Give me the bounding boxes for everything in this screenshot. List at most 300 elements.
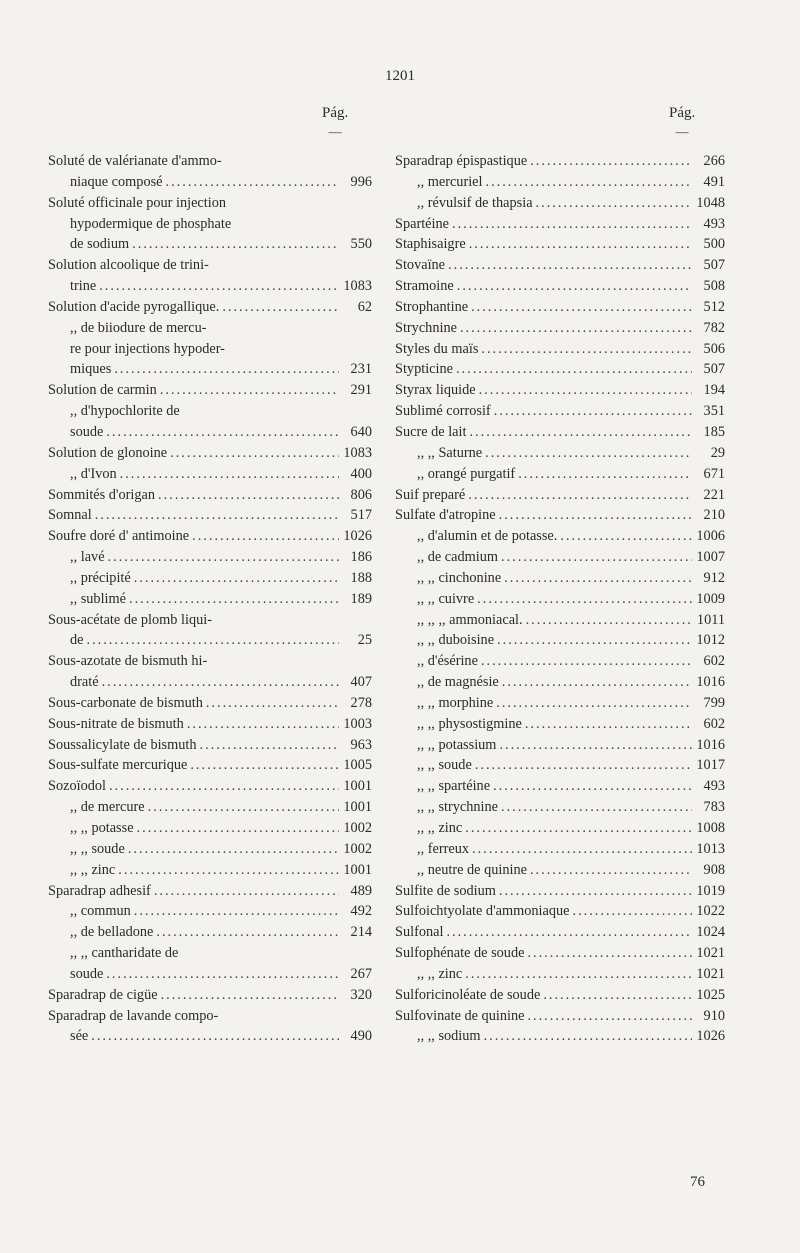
index-entry: [395, 485, 725, 506]
index-entry-term: miques: [70, 361, 112, 378]
dot-leader: [222, 297, 339, 318]
index-entry-page: 1002: [343, 840, 372, 857]
index-entry-term: niaque composé: [70, 173, 163, 190]
index-entry: [48, 651, 372, 672]
dot-leader: [504, 568, 692, 589]
index-entry-term: Suif preparé: [395, 486, 466, 503]
right-column-heading-dash: —: [675, 124, 689, 139]
dot-leader: [499, 505, 692, 526]
index-entry-page: 1009: [696, 590, 725, 607]
index-entry-page: 508: [703, 278, 725, 295]
index-entry-term: ,, d'Ivon: [70, 465, 117, 482]
dot-leader: [108, 547, 339, 568]
index-entry-page: 799: [703, 694, 725, 711]
index-entry-term: re pour injections hypoder-: [70, 340, 225, 357]
index-entry-page: 491: [703, 173, 725, 190]
index-entry-term: Spartéine: [395, 215, 449, 232]
index-entry: [48, 151, 372, 172]
dot-leader: [481, 651, 692, 672]
index-entry: [395, 359, 725, 380]
index-entry-term: Sous-sulfate mercurique: [48, 757, 188, 774]
index-entry: [48, 547, 372, 568]
index-entry: [395, 797, 725, 818]
index-entry-page: 1001: [343, 778, 372, 795]
dot-leader: [469, 234, 692, 255]
index-entry: [395, 589, 725, 610]
index-entry-term: Solution de carmin: [48, 382, 157, 399]
dot-leader: [166, 172, 339, 193]
index-entry: [395, 735, 725, 756]
index-entry-term: ,, ,, duboisine: [417, 632, 495, 649]
index-entry: [395, 776, 725, 797]
index-entry-page: 512: [703, 298, 725, 315]
index-entry-page: 291: [350, 382, 372, 399]
index-entry-term: Soluté de valérianate d'ammo-: [48, 153, 222, 169]
index-entry: [395, 610, 725, 631]
index-entry-term: ,, ,, zinc: [417, 820, 463, 836]
index-entry-page: 963: [350, 736, 372, 753]
index-entry: [48, 526, 372, 547]
index-entry: [48, 818, 372, 839]
index-entry-term: ,, neutre de quinine: [417, 861, 527, 878]
index-entry: [48, 193, 372, 214]
index-entry: [395, 339, 725, 360]
index-entry: [48, 839, 372, 860]
index-entry: [395, 568, 725, 589]
index-entry-page: 1017: [696, 757, 725, 774]
dot-leader: [485, 443, 692, 464]
index-entry-page: 351: [703, 403, 725, 420]
dot-leader: [158, 485, 339, 506]
index-entry: [48, 589, 372, 610]
index-entry-page: 221: [703, 486, 725, 503]
index-entry-term: Sous-nitrate de bismuth: [48, 715, 184, 732]
index-entry: [48, 776, 372, 797]
right-column-heading: [669, 105, 695, 140]
index-entry: [395, 214, 725, 235]
index-entry-page: 492: [350, 903, 372, 920]
dot-leader: [456, 359, 692, 380]
index-entry-term: ,, ,, potasse: [70, 820, 134, 836]
index-entry-term: Sous-acétate de plomb liqui-: [48, 611, 212, 628]
left-column-heading-dash: —: [328, 124, 342, 139]
index-entry-page: 1007: [696, 549, 725, 566]
index-entry-term: de sodium: [70, 236, 130, 253]
index-entry: [48, 901, 372, 922]
index-entry-term: Strychnine: [395, 319, 457, 336]
index-entry: [48, 297, 372, 318]
dot-leader: [452, 214, 692, 235]
index-entry: [395, 1026, 725, 1047]
dot-leader: [128, 839, 339, 860]
index-entry-term: Sulforicinoléate de soude: [395, 986, 541, 1003]
dot-leader: [481, 339, 692, 360]
index-entry-term: Sulfite de sodium: [395, 882, 496, 899]
dot-leader: [161, 985, 339, 1006]
dot-leader: [530, 151, 692, 172]
index-entry-page: 1021: [696, 945, 725, 962]
index-entry: [48, 610, 372, 631]
dot-leader: [560, 526, 692, 547]
index-entry: [395, 151, 725, 172]
index-entry: [48, 672, 372, 693]
dot-leader: [200, 735, 339, 756]
left-column-heading: [322, 105, 348, 140]
index-entry-page: 185: [703, 423, 725, 440]
index-entry: [395, 255, 725, 276]
dot-leader: [530, 860, 692, 881]
index-entry: [48, 714, 372, 735]
dot-leader: [457, 276, 692, 297]
index-entry: [395, 943, 725, 964]
index-entry: [48, 276, 372, 297]
dot-leader: [526, 610, 692, 631]
index-entry: [395, 672, 725, 693]
index-entry-page: 493: [703, 215, 725, 232]
index-entry-page: 1021: [696, 965, 725, 982]
index-entry-term: ,, de cadmium: [417, 549, 498, 566]
dot-leader: [448, 255, 692, 276]
index-entry: [395, 714, 725, 735]
index-entry-page: 1083: [343, 278, 372, 295]
index-entry-page: 188: [350, 569, 372, 586]
index-entry-term: Sulfoichtyolate d'ammoniaque: [395, 903, 570, 920]
dot-leader: [99, 276, 339, 297]
dot-leader: [156, 922, 339, 943]
index-entry-term: Stovaïne: [395, 257, 446, 274]
index-entry-term: ,, ,, soude: [417, 757, 472, 774]
dot-leader: [493, 776, 692, 797]
index-entry: [395, 193, 725, 214]
dot-leader: [484, 1026, 692, 1047]
index-entry-page: 1011: [696, 611, 725, 628]
index-entry-term: Sous-carbonate de bismuth: [48, 694, 203, 711]
index-entry-term: ,, commun: [70, 903, 131, 920]
index-entry-page: 1026: [343, 528, 372, 545]
dot-leader: [109, 776, 339, 797]
index-entry-term: ,, ,, physostigmine: [417, 715, 522, 732]
index-entry: [395, 901, 725, 922]
index-entry: [395, 964, 725, 985]
index-entry-term: Sous-azotate de bismuth hi-: [48, 653, 208, 670]
index-entry: [395, 401, 725, 422]
index-entry-page: 602: [703, 715, 725, 732]
dot-leader: [518, 464, 692, 485]
index-entry-page: 1022: [696, 903, 725, 920]
index-entry-page: 1016: [696, 736, 725, 753]
index-entry: [48, 922, 372, 943]
index-entry: [48, 214, 372, 235]
index-entry: [395, 276, 725, 297]
dot-leader: [527, 943, 692, 964]
dot-leader: [134, 901, 339, 922]
dot-leader: [497, 630, 692, 651]
index-entry-term: Sucre de lait: [395, 423, 467, 440]
index-entry-term: Sulfovinate de quinine: [395, 1007, 525, 1024]
index-entry-term: sée: [70, 1028, 89, 1045]
index-entry-page: 1003: [343, 715, 372, 732]
dot-leader: [472, 839, 692, 860]
dot-leader: [479, 380, 692, 401]
index-entry-page: 490: [350, 1028, 372, 1045]
index-entry-page: 1002: [343, 820, 372, 836]
footer-signature-number: 76: [690, 1174, 705, 1190]
index-entry: [48, 359, 372, 380]
index-entry-term: ,, révulsif de thapsia: [417, 194, 533, 211]
index-entry-page: 1024: [696, 924, 725, 941]
index-entry-page: 189: [350, 590, 372, 607]
index-entry-term: Strophantine: [395, 298, 469, 315]
dot-leader: [536, 193, 692, 214]
index-entry-page: 908: [703, 861, 725, 878]
index-entry: [48, 255, 372, 276]
index-entry-term: ,, d'alumin et de potasse.: [417, 528, 558, 545]
index-entry-term: Stypticine: [395, 361, 453, 378]
index-entry: [48, 568, 372, 589]
index-entry-page: 25: [357, 632, 372, 649]
index-entry-term: ,, ,, cinchonine: [417, 569, 502, 586]
index-entry-term: Solution de glonoine: [48, 444, 168, 461]
index-entry-page: 1025: [696, 986, 725, 1003]
dot-leader: [469, 422, 692, 443]
index-entry-term: ,, ,, strychnine: [417, 799, 498, 816]
index-entry-term: ,, de biiodure de mercu-: [70, 319, 207, 336]
index-entry-page: 266: [703, 153, 725, 169]
dot-leader: [460, 318, 692, 339]
index-entry-page: 806: [350, 486, 372, 503]
index-entry-term: soude: [70, 965, 104, 982]
dot-leader: [468, 485, 692, 506]
index-entry-page: 62: [357, 298, 372, 315]
index-entry-term: trine: [70, 278, 97, 295]
index-entry-term: hypodermique de phosphate: [70, 215, 232, 232]
index-entry: [48, 755, 372, 776]
index-entry: [48, 380, 372, 401]
index-entry-term: ,, précipité: [70, 569, 131, 586]
dot-leader: [499, 881, 692, 902]
dot-leader: [496, 693, 692, 714]
dot-leader: [465, 964, 692, 985]
index-entry-page: 671: [703, 465, 725, 482]
index-entry-page: 407: [350, 674, 372, 691]
dot-leader: [499, 735, 692, 756]
index-entry-term: ,, d'hypochlorite de: [70, 403, 180, 420]
index-entry-term: ,, de belladone: [70, 924, 154, 941]
index-entry-page: 400: [350, 465, 372, 482]
index-entry-page: 507: [703, 361, 725, 378]
index-entry-page: 186: [350, 549, 372, 566]
dot-leader: [187, 714, 339, 735]
dot-leader: [106, 964, 339, 985]
index-entry: [395, 860, 725, 881]
dot-leader: [206, 693, 339, 714]
dot-leader: [137, 818, 339, 839]
index-entry: [395, 422, 725, 443]
dot-leader: [477, 589, 692, 610]
dot-leader: [118, 860, 339, 881]
index-entry-page: 210: [703, 507, 725, 524]
index-entry-term: Sublimé corrosif: [395, 403, 491, 420]
dot-leader: [120, 464, 339, 485]
dot-leader: [543, 985, 692, 1006]
index-entry: [395, 755, 725, 776]
index-entry-term: ,, lavé: [70, 549, 105, 566]
index-entry-term: ,, ,, Saturne: [417, 444, 483, 461]
index-entry-term: Sparadrap adhesif: [48, 882, 151, 899]
index-entry-page: 1005: [343, 757, 372, 774]
dot-leader: [573, 901, 693, 922]
index-entry: [48, 318, 372, 339]
dot-leader: [446, 922, 692, 943]
index-entry: [395, 839, 725, 860]
dot-leader: [87, 630, 340, 651]
index-entry-term: Sulfophénate de soude: [395, 945, 525, 962]
page-number: 1201: [385, 68, 415, 84]
dot-leader: [465, 818, 692, 839]
index-entry: [395, 985, 725, 1006]
index-entry-term: draté: [70, 674, 99, 691]
index-entry-term: ,, ,, cuivre: [417, 590, 475, 607]
index-entry: [395, 234, 725, 255]
index-entry: [48, 860, 372, 881]
index-entry-page: 214: [350, 924, 372, 941]
index-entry-page: 1019: [696, 882, 725, 899]
index-entry-page: 1001: [343, 861, 372, 878]
index-entry: [48, 630, 372, 651]
index-entry: [48, 443, 372, 464]
index-entry: [395, 693, 725, 714]
index-entry-page: 782: [703, 319, 725, 336]
index-entry-term: Soluté officinale pour injection: [48, 194, 227, 211]
index-entry-page: 517: [350, 507, 372, 524]
index-entry: [48, 964, 372, 985]
index-entry-term: ,, ,, potassium: [417, 736, 497, 753]
index-entry: [48, 401, 372, 422]
index-entry: [395, 818, 725, 839]
dot-leader: [154, 881, 339, 902]
dot-leader: [160, 380, 339, 401]
index-entry: [48, 943, 372, 964]
index-entry-page: 1083: [343, 444, 372, 461]
index-entry: [395, 547, 725, 568]
left-column-heading-label: Pág.: [322, 105, 349, 121]
left-index-column: [48, 151, 372, 1047]
index-entry-term: Somnal: [48, 507, 92, 524]
dot-leader: [527, 1006, 692, 1027]
index-entry-term: ,, ,, cantharidate de: [70, 945, 179, 962]
index-entry: [48, 693, 372, 714]
dot-leader: [95, 505, 339, 526]
index-entry-page: 507: [703, 257, 725, 274]
index-entry: [395, 172, 725, 193]
index-entry-term: ,, ,, spartéine: [417, 778, 491, 795]
index-entry: [395, 651, 725, 672]
dot-leader: [132, 234, 339, 255]
dot-leader: [501, 547, 692, 568]
index-entry: [48, 985, 372, 1006]
index-entry: [395, 443, 725, 464]
index-entry-term: de: [70, 632, 84, 649]
dot-leader: [471, 297, 692, 318]
dot-leader: [475, 755, 692, 776]
index-entry: [48, 735, 372, 756]
index-entry-page: 640: [350, 423, 372, 440]
index-entry-term: Sommités d'origan: [48, 486, 156, 503]
dot-leader: [502, 672, 692, 693]
index-entry-page: 996: [350, 173, 372, 190]
index-entry-term: ,, ,, zinc: [417, 965, 463, 982]
index-entry: [48, 797, 372, 818]
index-entry-page: 1013: [696, 840, 725, 857]
index-entry-page: 912: [703, 569, 725, 586]
index-entry-page: 278: [350, 694, 372, 711]
index-entry: [48, 505, 372, 526]
dot-leader: [114, 359, 339, 380]
index-entry-page: 1048: [696, 194, 725, 211]
index-entry-term: Styles du maïs: [395, 340, 479, 357]
index-entry: [48, 485, 372, 506]
index-entry-term: Soussalicylate de bismuth: [48, 736, 197, 753]
right-index-column: [395, 151, 725, 1047]
index-entry-term: Sulfate d'atropine: [395, 507, 496, 524]
index-entry-page: 910: [703, 1007, 725, 1024]
index-entry-term: Sozoïodol: [48, 778, 106, 795]
index-entry-term: Sulfonal: [395, 924, 444, 941]
index-entry-term: ,, ,, sodium: [417, 1028, 481, 1045]
index-entry-page: 550: [350, 236, 372, 253]
index-entry-term: ,, sublimé: [70, 590, 126, 607]
index-entry-term: ,, de magnésie: [417, 674, 499, 691]
dot-leader: [106, 422, 339, 443]
index-entry-page: 783: [703, 799, 725, 816]
index-entry: [395, 380, 725, 401]
index-entry-term: ,, ,, morphine: [417, 694, 494, 711]
index-entry: [395, 297, 725, 318]
index-entry-page: 1006: [696, 528, 725, 545]
index-entry: [395, 1006, 725, 1027]
index-entry: [48, 1006, 372, 1027]
index-entry: [395, 505, 725, 526]
dot-leader: [190, 755, 339, 776]
index-entry: [48, 172, 372, 193]
dot-leader: [134, 568, 339, 589]
dot-leader: [148, 797, 339, 818]
index-entry-term: soude: [70, 423, 104, 440]
index-entry-term: Solution alcoolique de trini-: [48, 257, 209, 274]
index-entry-term: ,, ,, zinc: [70, 861, 116, 878]
dot-leader: [129, 589, 339, 610]
index-entry: [48, 1026, 372, 1047]
index-entry: [395, 630, 725, 651]
index-entry: [48, 422, 372, 443]
index-entry: [395, 318, 725, 339]
dot-leader: [486, 172, 693, 193]
index-entry: [48, 881, 372, 902]
index-entry-page: 1001: [343, 799, 372, 816]
index-entry-page: 1026: [696, 1028, 725, 1045]
index-entry-term: Sparadrap de lavande compo-: [48, 1007, 219, 1024]
dot-leader: [501, 797, 692, 818]
index-entry-term: ,, ,, ,, ammoniacal.: [417, 611, 523, 628]
dot-leader: [170, 443, 339, 464]
index-entry: [395, 526, 725, 547]
index-entry-page: 489: [350, 882, 372, 899]
dot-leader: [525, 714, 692, 735]
dot-leader: [102, 672, 339, 693]
index-entry-page: 500: [703, 236, 725, 253]
index-entry: [395, 881, 725, 902]
index-entry-term: Sparadrap de cigüe: [48, 986, 158, 1003]
